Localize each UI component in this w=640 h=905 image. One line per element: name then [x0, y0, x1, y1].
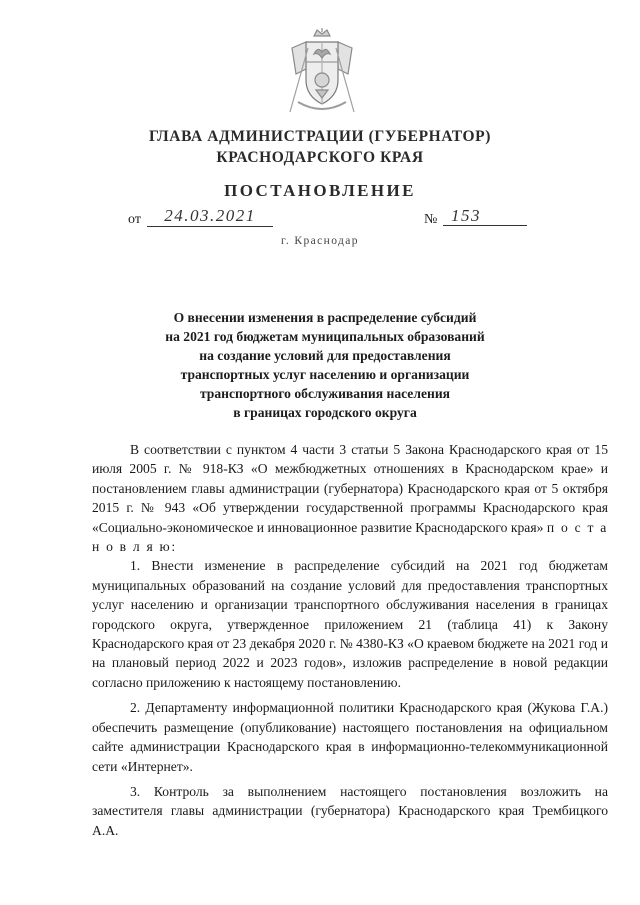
title-line: О внесении изменения в распределение субсидий — [173, 310, 477, 325]
authority-name-line2: КРАСНОДАРСКОГО КРАЯ — [216, 149, 424, 166]
title-line: транспортного обслуживания населения — [199, 386, 451, 402]
document-number: 153 — [443, 206, 527, 226]
title-line: на создание условий для предоставления — [199, 348, 451, 364]
date-prefix: от — [128, 212, 141, 227]
document-body — [92, 440, 608, 846]
authority-name-line1: ГЛАВА АДМИНИСТРАЦИИ (ГУБЕРНАТОР) — [149, 128, 491, 145]
city-label: г. Краснодар — [281, 235, 359, 247]
title-line: транспортных услуг населению и организации — [180, 367, 470, 383]
document-title — [130, 308, 520, 423]
clause-3: 3. Контроль за выполнением настоящего постановления возложить на заместителя главы администрации (губернатора) Краснодарского края Трембицкого А.А. — [92, 783, 608, 838]
title-line: на 2021 год бюджетам муниципальных образований — [165, 329, 485, 345]
document-date: 24.03.2021 — [147, 206, 273, 227]
clause-1: 1. Внести изменение в распределение субсидий на 2021 год бюджетам муниципальных образований на создание условий для предоставления транспортных услуг населению и организации транспортного обслуживания населения в границах городского округа, утвержденное приложением 21 (таблица 41) к Закону Краснодарского края от 23 декабря 2020 г. № 4380-КЗ «О краевом бюджете на 2021 год и на плановый период 2022 и 2023 годов», изложив распределение в новой редакции согласно приложению к настоящему постановлению. — [92, 558, 608, 690]
preamble-text: В соответствии с пунктом 4 части 3 статьи 5 Закона Краснодарского края от 15 июля 2005 г. № 918-КЗ «О межбюджетных отношениях в Краснодарском крае» и постановлением главы администрации (губернатора) Краснодарского края от 5 октября 2015 г. № 943 «Об утверждении государственной программы Краснодарского края «Социально-экономическое и инновационное развитие Краснодарского края» — [92, 442, 608, 535]
preamble-paragraph — [92, 440, 608, 556]
resolve-word: п о с т а н о в л я ю: — [92, 519, 608, 555]
coat-of-arms-icon — [286, 28, 358, 114]
clause-2: 2. Департаменту информационной политики Краснодарского края (Жукова Г.А.) обеспечить размещение (опубликование) настоящего постановления на официальном сайте администрации Краснодарского края в информационно-телекоммуникационной сети «Интернет». — [92, 700, 608, 774]
date-number-row — [0, 206, 640, 232]
number-prefix: № — [424, 212, 438, 227]
title-line: в границах городского округа — [233, 405, 417, 421]
document-type: ПОСТАНОВЛЕНИЕ — [224, 181, 416, 200]
